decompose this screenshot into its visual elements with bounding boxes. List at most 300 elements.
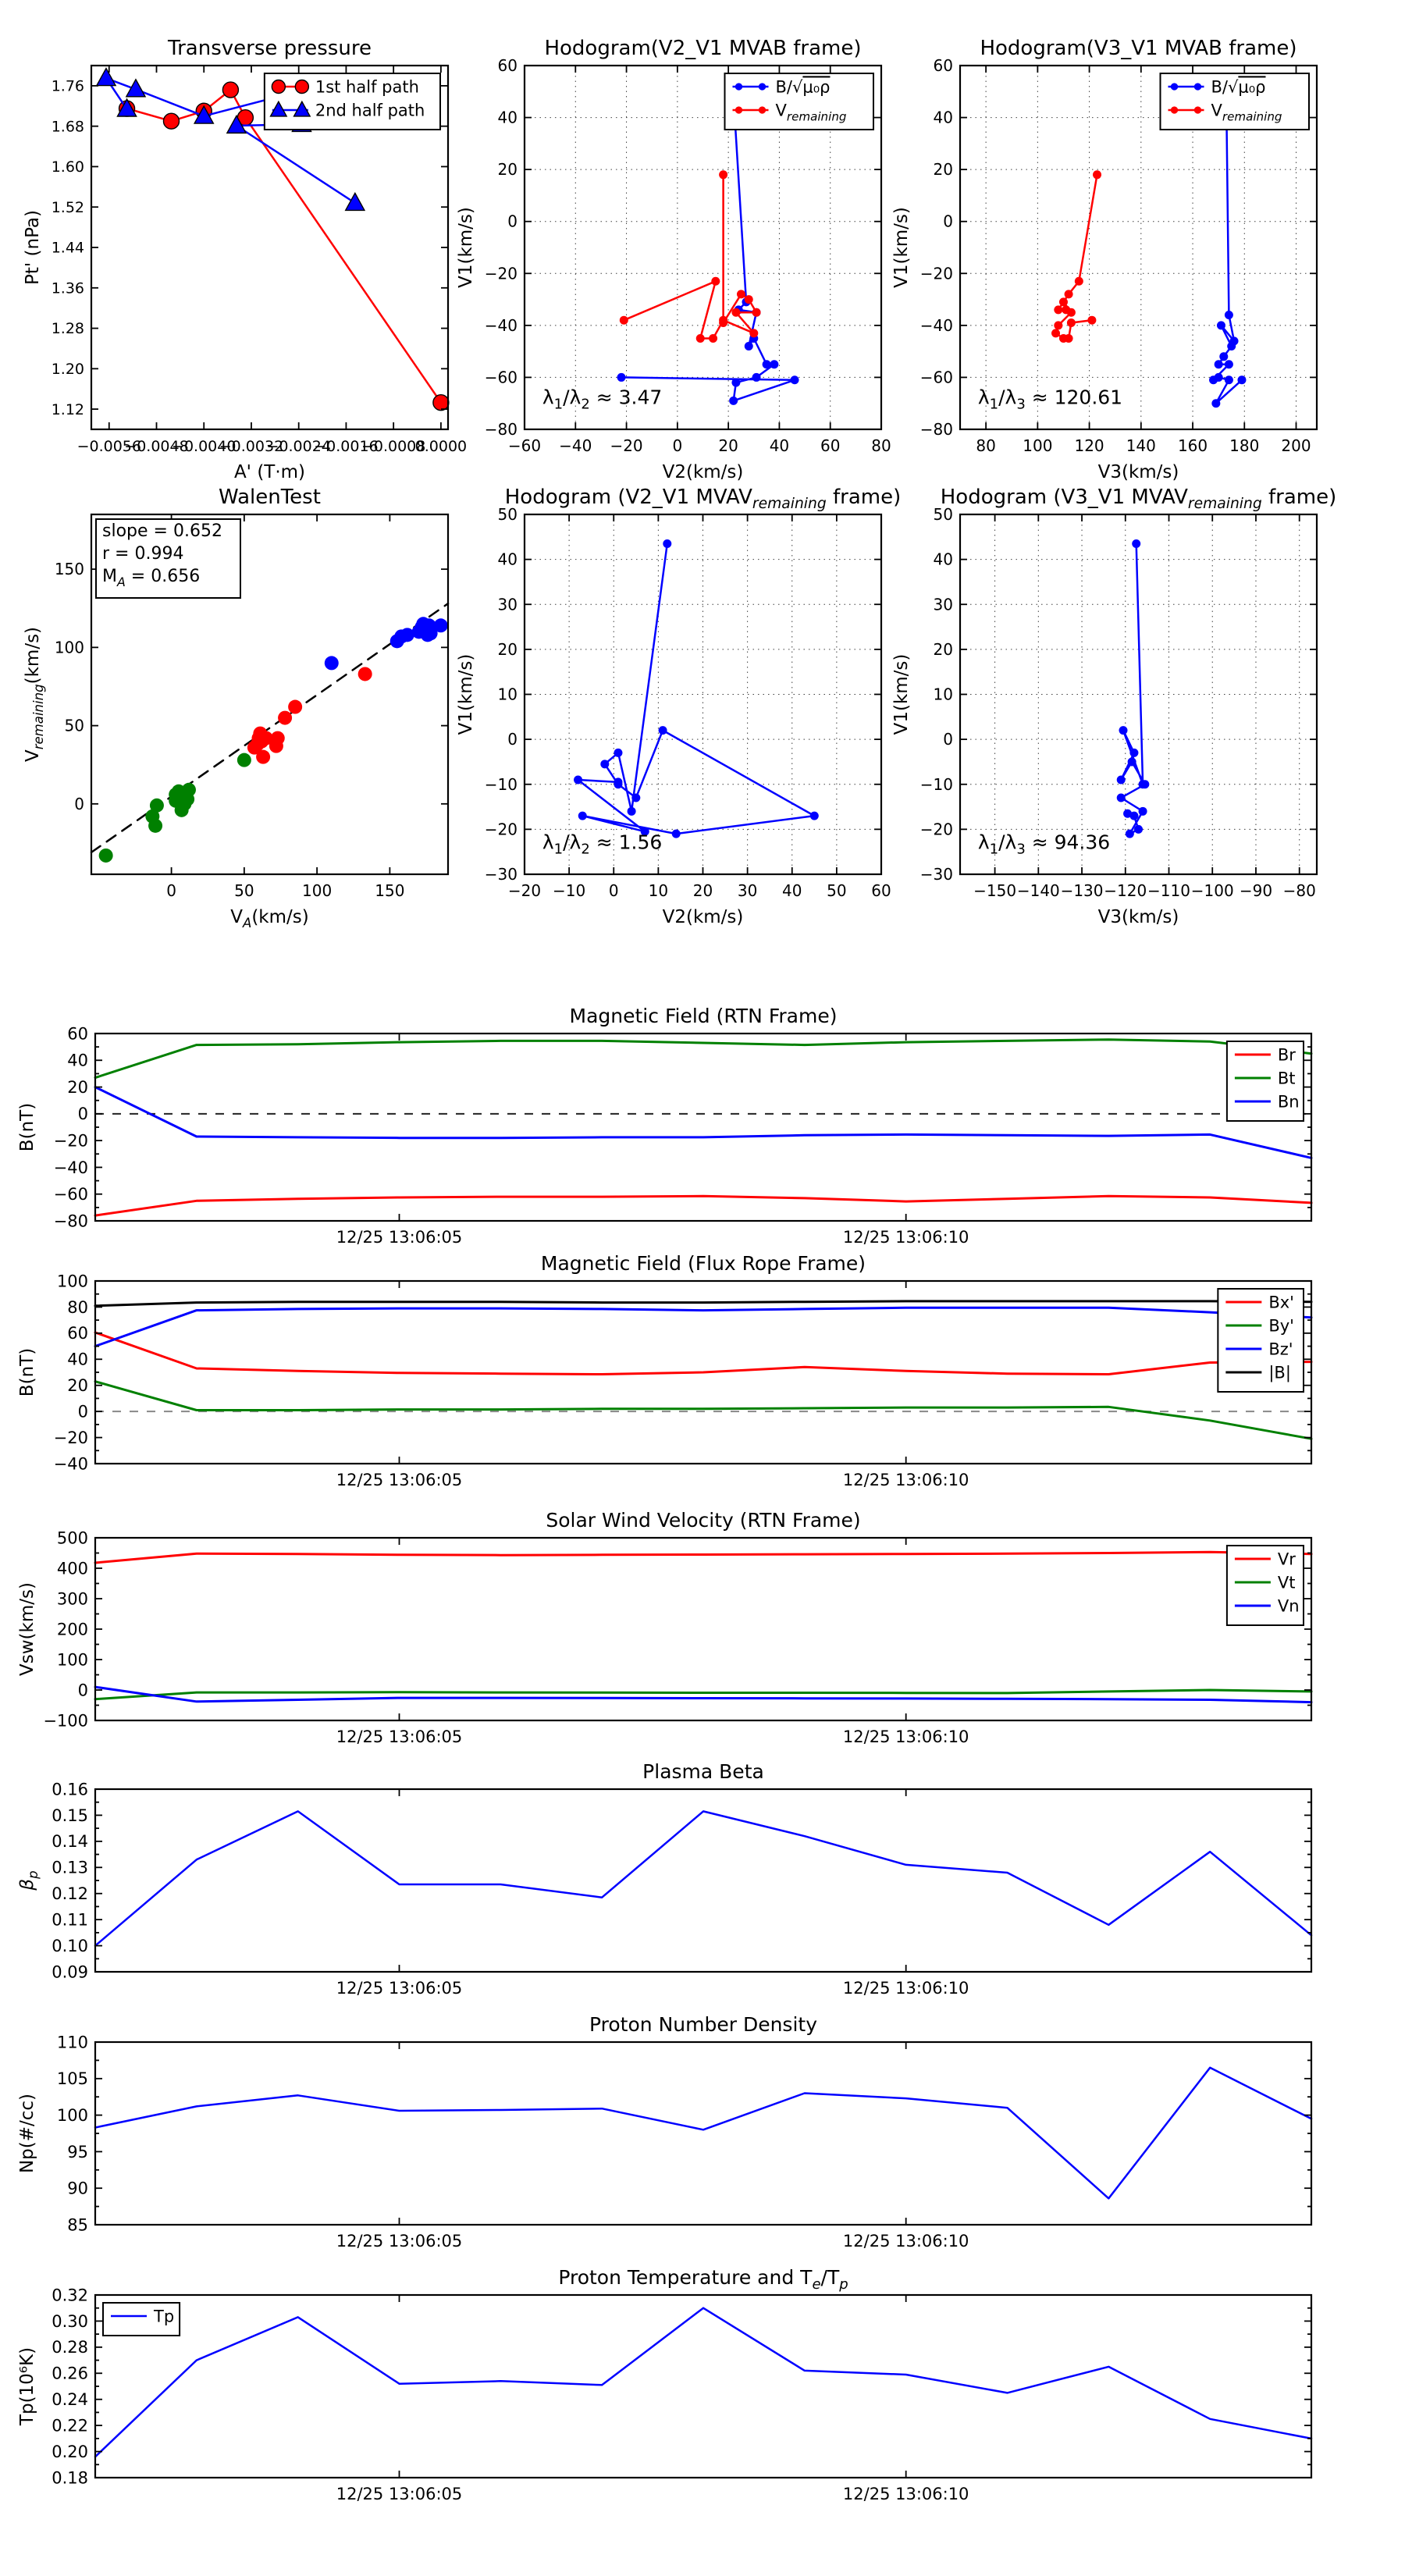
marker-dot [256, 750, 270, 764]
series-by- [95, 1382, 1311, 1439]
y-tick-label: 40 [67, 1051, 88, 1070]
marker-dot [1217, 321, 1225, 329]
y-axis-label: $\beta_p$ [17, 1870, 41, 1891]
x-tick-label: −0.0008 [361, 438, 426, 455]
y-tick-label: 1.28 [51, 320, 84, 338]
marker-dot [1117, 794, 1126, 802]
marker-dot [1194, 83, 1201, 90]
y-tick-label: 40 [497, 108, 518, 127]
series-blue [325, 617, 448, 670]
x-tick-label: 12/25 13:06:05 [336, 2485, 463, 2503]
x-tick-label: 120 [1074, 436, 1104, 455]
x-tick-label: −0.0024 [266, 438, 331, 455]
stats-line: r = 0.994 [102, 544, 184, 564]
x-tick-label: 12/25 13:06:05 [336, 1727, 463, 1746]
y-tick-label: 100 [56, 2105, 88, 2125]
y-tick-label: 0.28 [52, 2338, 88, 2357]
marker-dot [1123, 809, 1132, 818]
y-tick-label: 100 [56, 1650, 88, 1670]
series--b- [95, 1301, 1311, 1306]
marker-dot [1067, 308, 1076, 317]
plot-mag-field-flux-rope [17, 1252, 1311, 1489]
legend-label: B/√μ₀ρ [775, 77, 831, 97]
y-tick-label: 110 [56, 2033, 88, 2052]
marker-circle [163, 113, 179, 129]
chart-title: Hodogram(V2_V1 MVAB frame) [544, 37, 862, 60]
y-tick-label: 85 [67, 2215, 88, 2235]
x-tick-label: 0 [608, 881, 619, 900]
y-tick-label: 95 [67, 2142, 88, 2161]
y-tick-label: 0 [507, 212, 518, 231]
y-tick-label: −40 [53, 1454, 88, 1474]
y-tick-label: 60 [67, 1024, 88, 1044]
marker-triangle [346, 193, 365, 210]
x-tick-label: 0.0000 [414, 438, 468, 455]
marker-dot [752, 308, 761, 317]
axes-box [95, 1789, 1311, 1972]
x-tick-label: 12/25 13:06:05 [336, 1471, 463, 1489]
marker-dot [672, 830, 681, 838]
chart-title: Solar Wind Velocity (RTN Frame) [546, 1509, 861, 1532]
x-tick-label: 180 [1229, 436, 1260, 455]
legend [1218, 1289, 1304, 1392]
marker-dot [1093, 170, 1101, 179]
axes-box [95, 2042, 1311, 2225]
x-axis-label: A' (T·m) [233, 462, 306, 482]
marker-dot [810, 812, 819, 820]
x-tick-label: 20 [692, 881, 713, 900]
marker-dot [735, 106, 742, 113]
marker-dot [600, 760, 609, 768]
legend-label: Br [1277, 1045, 1296, 1065]
stats-line: slope = 0.652 [102, 521, 222, 541]
marker-dot [150, 799, 164, 813]
series-line [95, 1552, 1311, 1563]
marker-dot [1225, 375, 1233, 384]
y-tick-label: −30 [484, 865, 518, 884]
y-axis-label: V1(km/s) [456, 653, 476, 735]
marker-dot [1215, 373, 1223, 382]
marker-dot [759, 83, 766, 90]
y-tick-label: −100 [43, 1711, 88, 1731]
legend-label: Bx' [1268, 1293, 1294, 1312]
y-tick-label: 20 [67, 1376, 88, 1396]
y-tick-label: 1.76 [51, 77, 84, 95]
legend-label: Bn [1277, 1092, 1300, 1112]
y-tick-label: −80 [484, 420, 518, 439]
legend [103, 2303, 180, 2336]
annotation: $\lambda_1/\lambda_2 \approx 3.47$ [542, 386, 663, 413]
marker-dot [1237, 375, 1246, 384]
y-tick-label: 50 [933, 505, 953, 524]
y-tick-label: −60 [919, 368, 953, 387]
marker-dot [719, 316, 727, 325]
x-tick-label: 50 [827, 881, 847, 900]
y-tick-label: 10 [933, 685, 953, 704]
chart-title: Hodogram (V3_V1 $MVAV_{remaining}$ frame) [940, 486, 1337, 512]
marker-dot [752, 373, 761, 382]
x-tick-label: 150 [375, 881, 405, 900]
x-tick-label: −130 [1060, 881, 1104, 900]
x-tick-label: −0.0032 [219, 438, 284, 455]
y-tick-label: −80 [53, 1212, 88, 1231]
x-tick-label: −10 [553, 881, 586, 900]
y-tick-label: 0.18 [52, 2468, 88, 2488]
chart-title: Transverse pressure [168, 37, 372, 60]
x-tick-label: −140 [1016, 881, 1060, 900]
y-tick-label: 60 [497, 56, 518, 75]
plot-hodogram-v2v1-mvab [456, 37, 891, 482]
plot-walen-test [23, 486, 448, 930]
y-tick-label: 0 [943, 212, 953, 231]
marker-dot [1126, 830, 1134, 838]
marker-dot [1134, 825, 1143, 834]
y-tick-label: −60 [53, 1185, 88, 1204]
marker-dot [1132, 539, 1140, 548]
marker-circle [222, 82, 238, 98]
x-tick-label: 20 [718, 436, 738, 455]
y-tick-label: 1.68 [51, 118, 84, 136]
marker-dot [735, 83, 742, 90]
series-line [95, 1040, 1311, 1078]
y-tick-label: 30 [933, 595, 953, 614]
y-tick-label: 0 [77, 1681, 88, 1700]
marker-dot [1219, 352, 1228, 361]
marker-dot [711, 277, 720, 286]
y-tick-label: 40 [67, 1350, 88, 1369]
x-tick-label: 100 [1023, 436, 1053, 455]
marker-dot [628, 807, 636, 816]
x-tick-label: 12/25 13:06:10 [842, 1228, 969, 1247]
x-tick-label: −90 [1239, 881, 1273, 900]
x-tick-label: 12/25 13:06:05 [336, 1228, 463, 1247]
marker-dot [1119, 726, 1127, 735]
legend-label: Bt [1277, 1069, 1296, 1088]
x-tick-label: 60 [820, 436, 841, 455]
x-tick-label: −20 [507, 881, 542, 900]
chart-title: Hodogram(V3_V1 MVAB frame) [980, 37, 1297, 60]
legend-label: Tp [154, 2307, 175, 2326]
plot-hodogram-v2v1-mvav [456, 486, 901, 927]
legend-label: Bz' [1268, 1340, 1293, 1359]
x-tick-label: −0.0016 [314, 438, 379, 455]
y-tick-label: 0 [943, 730, 953, 749]
x-tick-label: 50 [234, 881, 254, 900]
plot-proton-temperature [17, 2266, 1311, 2503]
y-axis-label: $V_{remaining}(km/s)$ [23, 626, 46, 763]
x-tick-label: 0 [672, 436, 683, 455]
marker-dot [729, 397, 738, 405]
marker-dot [434, 618, 448, 632]
x-tick-label: 12/25 13:06:05 [336, 2232, 463, 2250]
x-axis-label: V2(km/s) [662, 462, 744, 482]
y-tick-label: 100 [56, 1272, 88, 1291]
ticks [95, 1789, 1311, 1972]
y-tick-label: 0.16 [52, 1780, 88, 1799]
series-green [99, 753, 251, 863]
y-tick-label: 0.09 [52, 1962, 88, 1982]
series-line [621, 97, 795, 401]
y-tick-label: 1.36 [51, 279, 84, 297]
marker-dot [731, 308, 740, 317]
y-axis-label: V1(km/s) [456, 207, 476, 288]
marker-dot [1140, 780, 1149, 788]
series-blue [574, 539, 819, 838]
marker-triangle [126, 80, 145, 97]
x-tick-label: −60 [507, 436, 542, 455]
x-tick-label: −120 [1104, 881, 1147, 900]
series-blue [95, 2068, 1311, 2199]
marker-dot [1051, 329, 1060, 337]
y-axis-label: B(nT) [17, 1347, 37, 1397]
x-tick-label: 12/25 13:06:05 [336, 1979, 463, 1998]
marker-dot [696, 334, 705, 343]
y-tick-label: 90 [67, 2179, 88, 2198]
y-tick-label: 50 [64, 716, 84, 735]
x-tick-label: 10 [648, 881, 669, 900]
y-tick-label: −80 [919, 420, 953, 439]
series-tp [95, 2308, 1311, 2457]
y-tick-label: 1.20 [51, 360, 84, 378]
y-tick-label: 20 [497, 639, 518, 659]
series-line [95, 1301, 1311, 1306]
series-line [95, 1308, 1311, 1346]
chart-title: Plasma Beta [642, 1760, 764, 1783]
marker-dot [1054, 305, 1062, 314]
series-blue [1117, 539, 1150, 838]
marker-dot [1065, 334, 1073, 343]
x-tick-label: −150 [973, 881, 1017, 900]
x-axis-label: $V_A(km/s)$ [230, 907, 309, 930]
marker-dot [1225, 311, 1233, 319]
chart-title: WalenTest [219, 486, 321, 509]
chart-title: Hodogram (V2_V1 $MVAV_{remaining}$ frame) [504, 486, 902, 512]
marker-dot [1065, 290, 1073, 298]
y-tick-label: 10 [497, 685, 518, 704]
y-tick-label: 0.10 [52, 1936, 88, 1955]
x-axis-label: V2(km/s) [662, 907, 744, 927]
series-bn [95, 1087, 1311, 1158]
x-tick-label: 12/25 13:06:10 [842, 1471, 969, 1489]
x-tick-label: 40 [769, 436, 790, 455]
plot-hodogram-v3v1-mvav [891, 486, 1336, 927]
marker-dot [731, 379, 740, 387]
y-tick-label: 0.30 [52, 2311, 88, 2331]
y-tick-label: −40 [919, 315, 953, 335]
series-line [95, 1811, 1311, 1945]
marker-dot [578, 812, 587, 820]
y-tick-label: −10 [919, 774, 953, 794]
grid [525, 514, 881, 874]
ticks [95, 2295, 1311, 2478]
y-tick-label: 20 [497, 160, 518, 180]
x-tick-label: −40 [559, 436, 592, 455]
marker-dot [620, 316, 628, 325]
x-tick-label: 160 [1177, 436, 1208, 455]
y-tick-label: 20 [67, 1077, 88, 1097]
marker-circle [272, 80, 285, 94]
chart-title: Magnetic Field (Flux Rope Frame) [540, 1252, 866, 1275]
marker-dot [1117, 775, 1126, 784]
series-line [578, 544, 815, 834]
marker-dot [631, 794, 640, 802]
marker-dot [763, 360, 771, 368]
marker-dot [759, 106, 766, 113]
y-tick-label: 400 [56, 1559, 88, 1578]
x-tick-label: 140 [1126, 436, 1156, 455]
marker-dot [1139, 807, 1147, 816]
series-vn [95, 1687, 1311, 1703]
y-axis-label: Pt' (nPa) [23, 210, 43, 285]
axes-box [95, 1034, 1311, 1221]
marker-dot [770, 360, 778, 368]
legend-label: Vt [1277, 1573, 1296, 1592]
y-tick-label: 1.44 [51, 239, 84, 257]
y-tick-label: 500 [56, 1528, 88, 1548]
marker-circle [295, 80, 308, 94]
series-line [1121, 544, 1145, 834]
annotation: $\lambda_1/\lambda_3 \approx 120.61$ [977, 386, 1123, 413]
series-line [1056, 175, 1097, 339]
series-line [95, 1687, 1311, 1703]
marker-dot [614, 777, 622, 786]
plot-mag-field-rtn [17, 1005, 1311, 1247]
legend-label: Vr [1277, 1550, 1296, 1569]
y-tick-label: 0 [77, 1402, 88, 1421]
y-tick-label: −40 [53, 1158, 88, 1177]
legend-label: |B| [1268, 1363, 1291, 1382]
plot-hodogram-v3v1-mvab [891, 37, 1317, 482]
marker-triangle [97, 69, 116, 86]
y-tick-label: 1.12 [51, 400, 84, 418]
y-tick-label: 200 [56, 1620, 88, 1639]
series-br [95, 1196, 1311, 1215]
x-tick-label: 200 [1281, 436, 1311, 455]
y-tick-label: 40 [497, 550, 518, 569]
marker-dot [182, 783, 196, 797]
series-vr [95, 1552, 1311, 1563]
x-tick-label: −0.0040 [172, 438, 237, 455]
legend-label: By' [1268, 1316, 1294, 1336]
legend-label: $V_{remaining}$ [775, 101, 847, 124]
marker-dot [358, 667, 372, 681]
ticks [95, 2042, 1311, 2225]
legend [1227, 1546, 1304, 1625]
y-tick-label: 80 [67, 1297, 88, 1317]
chart-title: Proton Temperature and $T_e/T_p$ [558, 2266, 848, 2293]
y-tick-label: −20 [53, 1428, 88, 1447]
marker-dot [1075, 277, 1083, 286]
y-tick-label: −20 [919, 264, 953, 283]
stats-box [96, 519, 240, 598]
ticks [95, 1034, 1311, 1221]
y-axis-label: Np(#/cc) [17, 2093, 37, 2174]
marker-dot [1211, 399, 1220, 407]
x-tick-label: 12/25 13:06:10 [842, 2485, 969, 2503]
chart-title: Magnetic Field (RTN Frame) [569, 1005, 838, 1027]
y-axis-label: V1(km/s) [891, 653, 912, 735]
y-tick-label: −30 [919, 865, 953, 884]
x-tick-label: −20 [610, 436, 643, 455]
legend [725, 73, 874, 130]
x-tick-label: −0.0048 [124, 438, 189, 455]
marker-dot [237, 753, 251, 767]
series-line [127, 90, 441, 403]
stats-line: $M_A = 0.656$ [102, 567, 201, 589]
y-tick-label: 1.60 [51, 158, 84, 176]
series-line [95, 1196, 1311, 1215]
marker-dot [574, 775, 582, 784]
series-red [247, 667, 372, 763]
marker-dot [1128, 757, 1136, 766]
plot-solar-wind-velocity [17, 1509, 1311, 1746]
marker-dot [617, 373, 626, 382]
x-tick-label: 12/25 13:06:10 [842, 1979, 969, 1998]
y-tick-label: 0.24 [52, 2390, 88, 2410]
series-1st-half-path [119, 82, 449, 411]
annotation: $\lambda_1/\lambda_3 \approx 94.36$ [977, 831, 1111, 858]
y-tick-label: 0 [507, 730, 518, 749]
y-tick-label: 0.12 [52, 1884, 88, 1904]
series-line [95, 1087, 1311, 1158]
y-tick-label: 150 [54, 560, 84, 579]
marker-dot [745, 342, 753, 350]
marker-dot [1194, 106, 1201, 113]
marker-dot [1129, 749, 1138, 757]
y-tick-label: 300 [56, 1589, 88, 1609]
marker-dot [1171, 83, 1178, 90]
y-tick-label: 60 [67, 1324, 88, 1343]
y-tick-label: −60 [484, 368, 518, 387]
x-axis-label: V3(km/s) [1097, 907, 1179, 927]
series-line [95, 1332, 1311, 1375]
y-tick-label: 60 [933, 56, 953, 75]
marker-dot [663, 539, 671, 548]
y-tick-label: 1.52 [51, 198, 84, 216]
y-tick-label: 30 [497, 595, 518, 614]
marker-dot [709, 334, 717, 343]
y-tick-label: 0.11 [52, 1910, 88, 1930]
legend-label: Vn [1277, 1596, 1300, 1616]
x-tick-label: 12/25 13:06:10 [842, 2232, 969, 2250]
marker-dot [1215, 360, 1223, 368]
marker-circle [433, 395, 449, 411]
series-bx- [95, 1332, 1311, 1375]
y-tick-label: −10 [484, 774, 518, 794]
y-tick-label: 40 [933, 108, 953, 127]
series-vremaining [1051, 170, 1101, 343]
y-axis-label: V1(km/s) [891, 207, 912, 288]
y-tick-label: 0.20 [52, 2442, 88, 2461]
y-tick-label: 100 [54, 638, 84, 657]
y-tick-label: 20 [933, 160, 953, 180]
legend [1227, 1041, 1304, 1121]
y-axis-label: B(nT) [17, 1102, 37, 1152]
marker-dot [99, 849, 113, 863]
y-tick-label: 40 [933, 550, 953, 569]
marker-dot [1059, 297, 1068, 306]
series-b- [1209, 92, 1246, 407]
y-axis-label: Tp(10⁶K) [17, 2347, 37, 2426]
y-tick-label: −20 [484, 264, 518, 283]
legend-label: B/√μ₀ρ [1211, 77, 1266, 97]
y-tick-label: 0.22 [52, 2416, 88, 2435]
marker-dot [791, 375, 799, 384]
marker-dot [1227, 342, 1236, 350]
y-tick-label: 0.13 [52, 1858, 88, 1877]
marker-dot [278, 711, 292, 725]
x-tick-label: −0.0056 [76, 438, 141, 455]
